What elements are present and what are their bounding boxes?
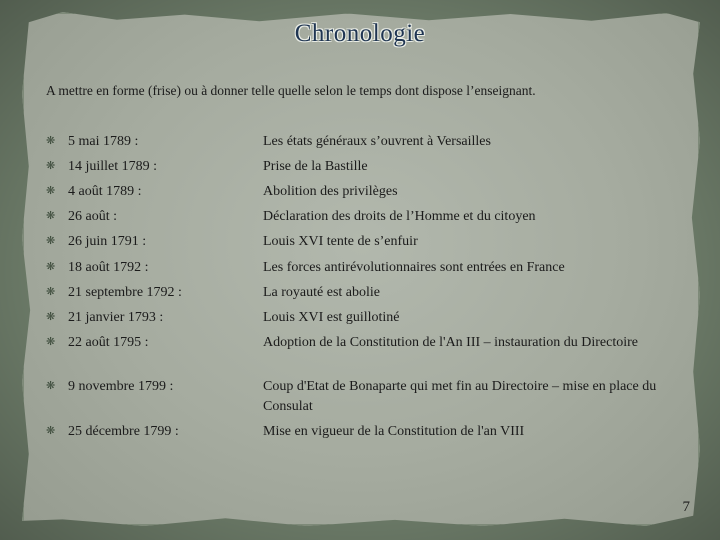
timeline-event: Les forces antirévolutionnaires sont entrées en France [263, 260, 565, 275]
timeline-date: 26 juin 1791 : [68, 234, 147, 249]
bullet-swirl-icon: ❋ [46, 379, 56, 392]
timeline-event: Louis XVI est guillotiné [263, 310, 400, 325]
timeline-date: 21 septembre 1792 : [68, 285, 182, 300]
intro-text: A mettre en forme (frise) ou à donner telle quelle selon le temps dont dispose l’enseignant. [46, 83, 536, 98]
bullet-swirl-icon: ❋ [46, 260, 56, 273]
timeline-event: Mise en vigueur de la Constitution de l'an VIII [263, 424, 525, 439]
timeline-event: La royauté est abolie [263, 285, 381, 300]
timeline-date: 5 mai 1789 : [68, 134, 139, 149]
page-number: 7 [682, 499, 690, 515]
timeline-event: Déclaration des droits de l’Homme et du citoyen [263, 209, 536, 224]
timeline-date: 22 août 1795 : [68, 335, 149, 350]
bullet-swirl-icon: ❋ [46, 209, 56, 222]
timeline-date: 14 juillet 1789 : [68, 159, 158, 174]
timeline-event: Les états généraux s’ouvrent à Versailles [263, 134, 491, 149]
bullet-swirl-icon: ❋ [46, 184, 56, 197]
timeline-date: 26 août : [68, 209, 117, 224]
timeline-event: Louis XVI tente de s’enfuir [263, 234, 418, 249]
timeline-date: 21 janvier 1793 : [68, 310, 164, 325]
bullet-swirl-icon: ❋ [46, 335, 56, 348]
bullet-swirl-icon: ❋ [46, 159, 56, 172]
timeline-event: Prise de la Bastille [263, 159, 368, 174]
timeline-event: Coup d'Etat de Bonaparte qui met fin au Directoire – mise en place du Consulat [263, 379, 657, 414]
bullet-swirl-icon: ❋ [46, 424, 56, 437]
timeline-date: 9 novembre 1799 : [68, 379, 174, 394]
bullet-swirl-icon: ❋ [46, 234, 56, 247]
timeline-date: 18 août 1792 : [68, 260, 149, 275]
timeline-date: 25 décembre 1799 : [68, 424, 179, 439]
bullet-swirl-icon: ❋ [46, 310, 56, 323]
timeline-event: Adoption de la Constitution de l'An III – instauration du Directoire [263, 335, 639, 350]
slide-title: Chronologie [294, 20, 426, 47]
timeline-event: Abolition des privilèges [263, 184, 398, 199]
bullet-swirl-icon: ❋ [46, 285, 56, 298]
bullet-swirl-icon: ❋ [46, 134, 56, 147]
timeline-date: 4 août 1789 : [68, 184, 142, 199]
